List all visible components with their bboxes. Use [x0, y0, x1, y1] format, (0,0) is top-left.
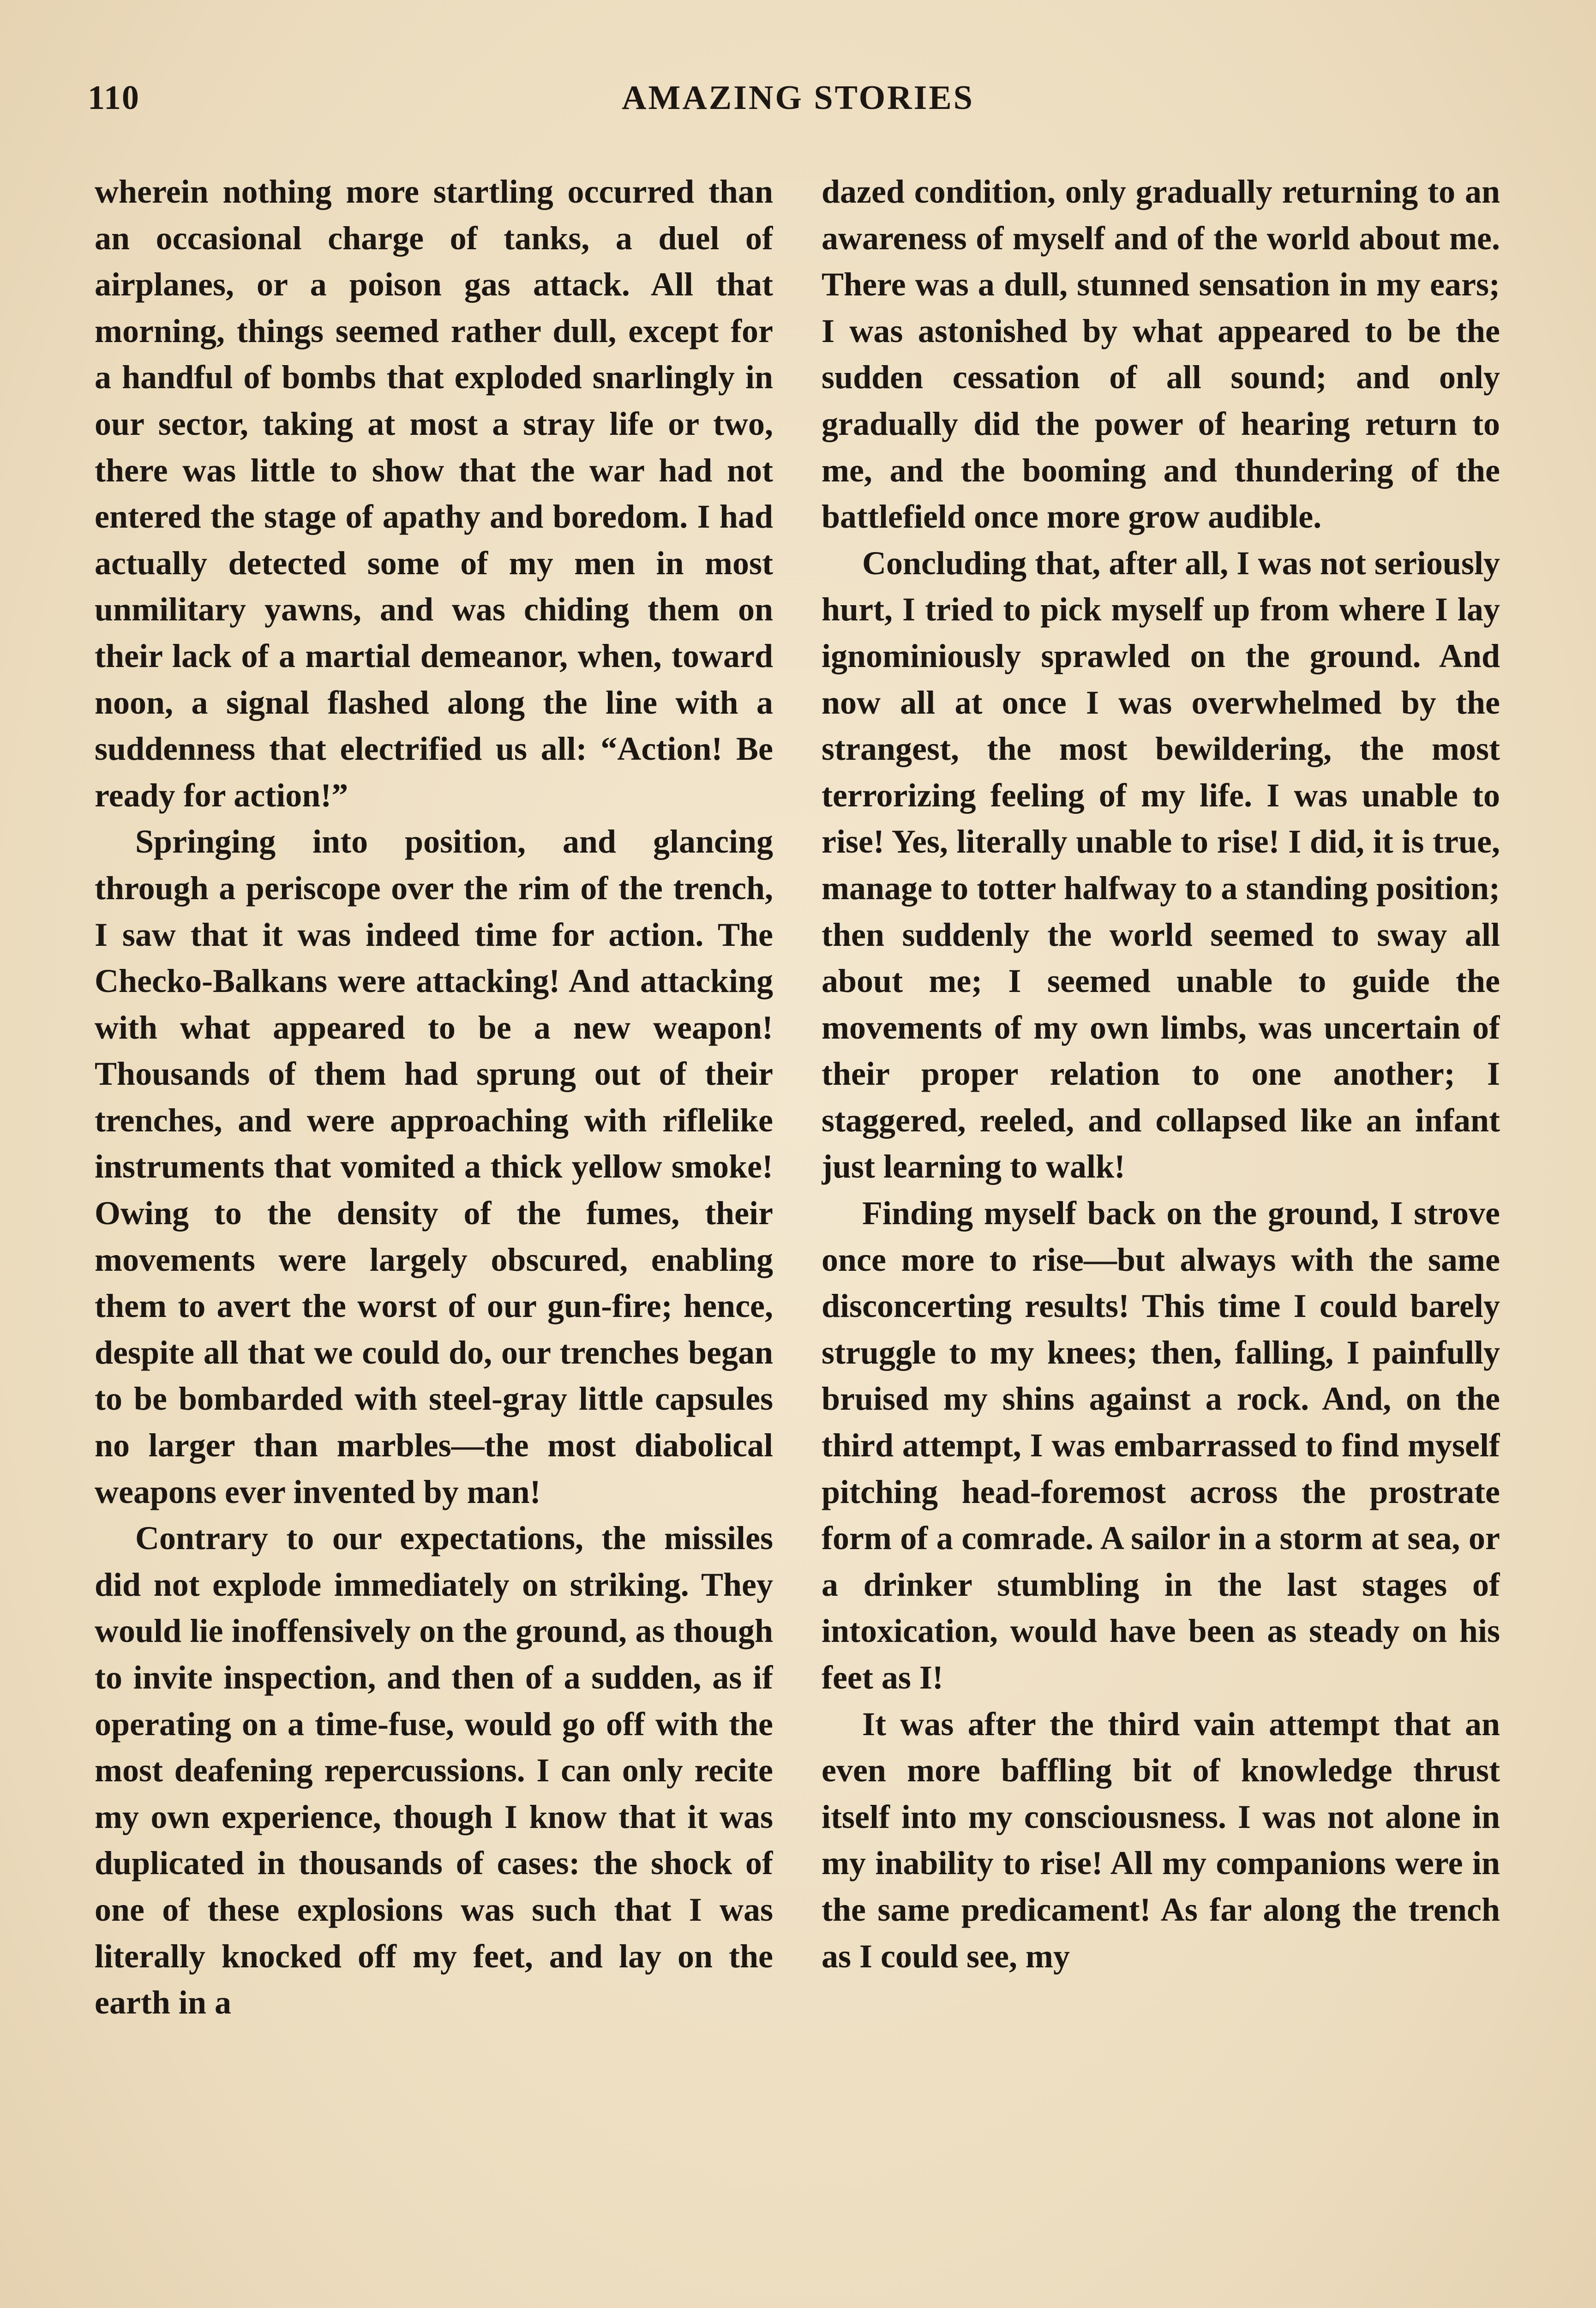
page-number: 110: [88, 79, 140, 117]
paragraph: Springing into position, and glancing through a periscope over the rim of the trench, I saw that it was indeed time for action. The Checko-Balkans were attacking! And attacking with what appeared to be a new weapon! Thousands of them had sprung out of their trenches, and were approaching with riflelike instruments that vomited a thick yellow smoke! Owing to the density of the fumes, their movements were largely obscured, enabling them to avert the worst of our gun-fire; hence, despite all that we could do, our trenches began to be bombarded with steel-gray little capsules no larger than marbles—the most diabolical weapons ever invented by man!: [95, 823, 773, 1510]
page-header: [88, 78, 1508, 129]
text-columns: [95, 168, 1502, 2308]
paragraph: Finding myself back on the ground, I strove once more to rise—but always with the same disconcerting results! This time I could barely struggle to my knees; then, falling, I painfully bruised my shins against a rock. And, on the third attempt, I was embarrassed to find myself pitching head-foremost across the prostrate form of a comrade. A sailor in a storm at sea, or a drinker stumbling in the last stages of intoxication, would have been as steady on his feet as I!: [822, 1195, 1500, 1696]
paragraph: Concluding that, after all, I was not seriously hurt, I tried to pick myself up from where I lay ignominiously sprawled on the ground. And now all at once I was overwhelmed by the strangest, the most bewildering, the most terrorizing feeling of my life. I was unable to rise! Yes, literally unable to rise! I did, it is true, manage to totter halfway to a standing position; then suddenly the world seemed to sway all about me; I seemed unable to guide the movements of my own limbs, was uncertain of their proper relation to one another; I staggered, reeled, and collapsed like an infant just learning to walk!: [822, 544, 1500, 1185]
left-column: [95, 168, 773, 2308]
paragraph: dazed condition, only gradually returning to an awareness of myself and of the world about me. There was a dull, stunned sensation in my ears; I was astonished by what appeared to be the sudden cessation of all sound; and only gradually did the power of hearing return to me, and the booming and thundering of the battlefield once more grow audible.: [822, 173, 1500, 535]
right-column: [822, 168, 1500, 2308]
running-title: AMAZING STORIES: [622, 79, 974, 117]
paragraph: wherein nothing more startling occurred than an occasional charge of tanks, a duel of airplanes, or a poison gas attack. All that morning, things seemed rather dull, except for a handful of bombs that exploded snarlingly in our sector, taking at most a stray life or two, there was little to show that the war had not entered the stage of apathy and boredom. I had actually detected some of my men in most unmilitary yawns, and was chiding them on their lack of a martial demeanor, when, toward noon, a signal flashed along the line with a suddenness that electrified us all: “Action! Be ready for action!”: [95, 173, 773, 814]
paragraph: It was after the third vain attempt that an even more baffling bit of knowledge thrust itself into my consciousness. I was not alone in my inability to rise! All my companions were in the same predicament! As far along the trench as I could see, my: [822, 1705, 1500, 1975]
paragraph: Contrary to our expectations, the missiles did not explode immediately on striking. They would lie inoffensively on the ground, as though to invite inspection, and then of a sudden, as if operating on a time-fuse, would go off with the most deafening repercussions. I can only recite my own experience, though I know that it was duplicated in thousands of cases: the shock of one of these explosions was such that I was literally knocked off my feet, and lay on the earth in a: [95, 1520, 773, 2021]
